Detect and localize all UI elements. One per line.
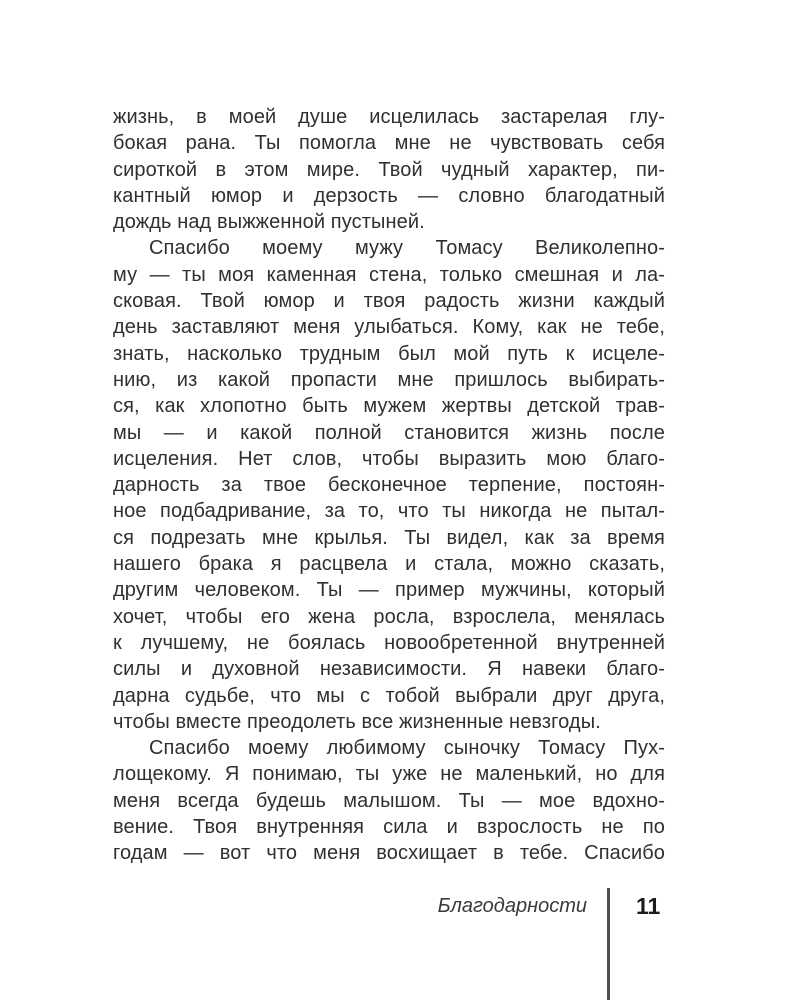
text-line: Спасибо моему мужу Томасу Великолепно- [149, 237, 665, 260]
text-line: нашего брака я расцвела и стала, можно сказать, [113, 553, 665, 576]
text-line: день заставляют меня улыбаться. Кому, как не тебе, [113, 316, 665, 339]
page-number: 11 [636, 893, 661, 919]
text-line: ся подрезать мне крылья. Ты видел, как за время [113, 526, 665, 549]
text-line: дарность за твое бесконечное терпение, постоян- [113, 474, 665, 497]
text-line: мы — и какой полной становится жизнь после [113, 421, 665, 444]
text-line: сковая. Твой юмор и твоя радость жизни каждый [113, 290, 665, 313]
text-line: силы и духовной независимости. Я навеки благо- [113, 658, 665, 681]
text-line: другим человеком. Ты — пример мужчины, который [113, 579, 665, 602]
text-line: жизнь, в моей душе исцелилась застарелая глу- [113, 106, 665, 128]
text-line: сироткой в этом мире. Твой чудный характер, пи- [113, 158, 665, 181]
text-line: ное подбадривание, за то, что ты никогда не пытал- [113, 500, 665, 523]
text-line: вение. Твоя внутренняя сила и взрослость не по [113, 816, 665, 839]
text-line: знать, насколько трудным был мой путь к исцеле- [113, 342, 665, 365]
text-line: Спасибо моему любимому сыночку Томасу Пух- [149, 737, 665, 760]
text-line: лощекому. Я понимаю, ты уже не маленький, но для [113, 763, 665, 786]
text-line: исцеления. Нет слов, чтобы выразить мою благо- [113, 447, 665, 470]
text-line: ся, как хлопотно быть мужем жертвы детской трав- [113, 395, 665, 418]
text-line: к лучшему, не боялась новообретенной внутренней [113, 631, 665, 654]
text-line: дождь над выжженной пустыней. [113, 211, 425, 234]
text-line: бокая рана. Ты помогла мне не чувствовать себя [113, 132, 665, 155]
running-title: Благодарности [437, 895, 587, 917]
text-line: дарна судьбе, что мы с тобой выбрали друг друга, [113, 684, 665, 707]
text-line: годам — вот что меня восхищает в тебе. Спасибо [113, 842, 665, 865]
text-line: нию, из какой пропасти мне пришлось выбирать- [113, 368, 665, 391]
text-line: кантный юмор и дерзость — словно благодатный [113, 184, 665, 207]
text-line: чтобы вместе преодолеть все жизненные невзгоды. [113, 710, 601, 733]
text-line: хочет, чтобы его жена росла, взрослела, менялась [113, 605, 665, 628]
body-text [113, 104, 665, 867]
footer-divider-line [607, 888, 610, 1000]
text-line: меня всегда будешь малышом. Ты — мое вдохно- [113, 789, 665, 812]
text-line: му — ты моя каменная стена, только смешная и ла- [113, 263, 665, 286]
